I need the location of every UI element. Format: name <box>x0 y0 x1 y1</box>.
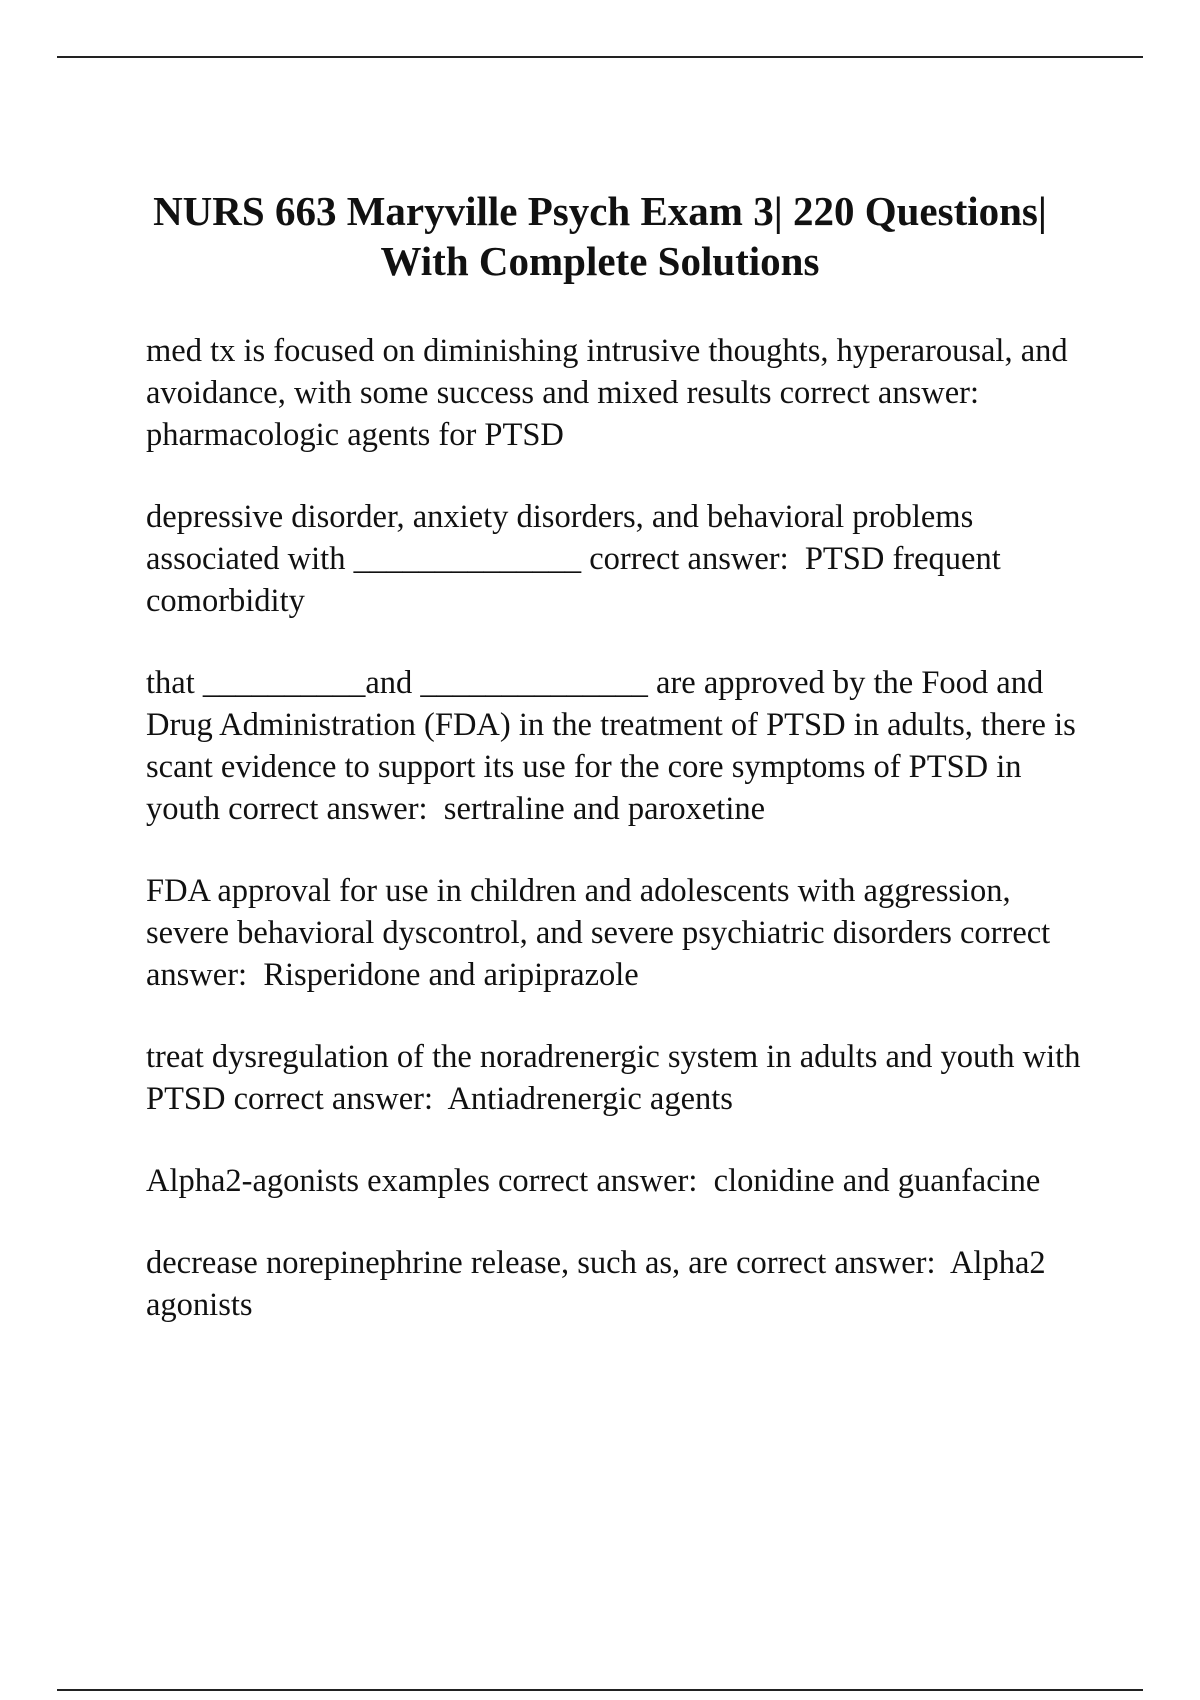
question-answer-item: that __________and ______________ are approved by the Food and Drug Administration (FDA) in the treatment of PTSD in adults, there is scant evidence to support its use for the core symptoms of PTSD in youth correct answer: sertraline and paroxetine <box>146 665 1084 827</box>
question-answer-item: FDA approval for use in children and adolescents with aggression, severe behavioral dyscontrol, and severe psychiatric disorders correct answer: Risperidone and aripiprazole <box>146 873 1059 993</box>
question-answer-item: depressive disorder, anxiety disorders, and behavioral problems associated with ______________ correct answer: PTSD frequent comorbidity <box>146 499 1009 619</box>
question-answer-item: Alpha2-agonists examples correct answer: clonidine and guanfacine <box>146 1163 1041 1199</box>
header-rule <box>57 56 1143 58</box>
question-answer-item: med tx is focused on diminishing intrusive thoughts, hyperarousal, and avoidance, with some success and mixed results correct answer: pharmacologic agents for PTSD <box>146 333 1076 453</box>
question-answer-item: treat dysregulation of the noradrenergic system in adults and youth with PTSD correct answer: Antiadrenergic agents <box>146 1039 1089 1117</box>
question-answer-item: decrease norepinephrine release, such as, are correct answer: Alpha2 agonists <box>146 1245 1054 1323</box>
footer-rule <box>57 1689 1143 1691</box>
question-list <box>146 330 1096 1366</box>
document-title: NURS 663 Maryville Psych Exam 3| 220 Questions| With Complete Solutions <box>153 188 1047 284</box>
